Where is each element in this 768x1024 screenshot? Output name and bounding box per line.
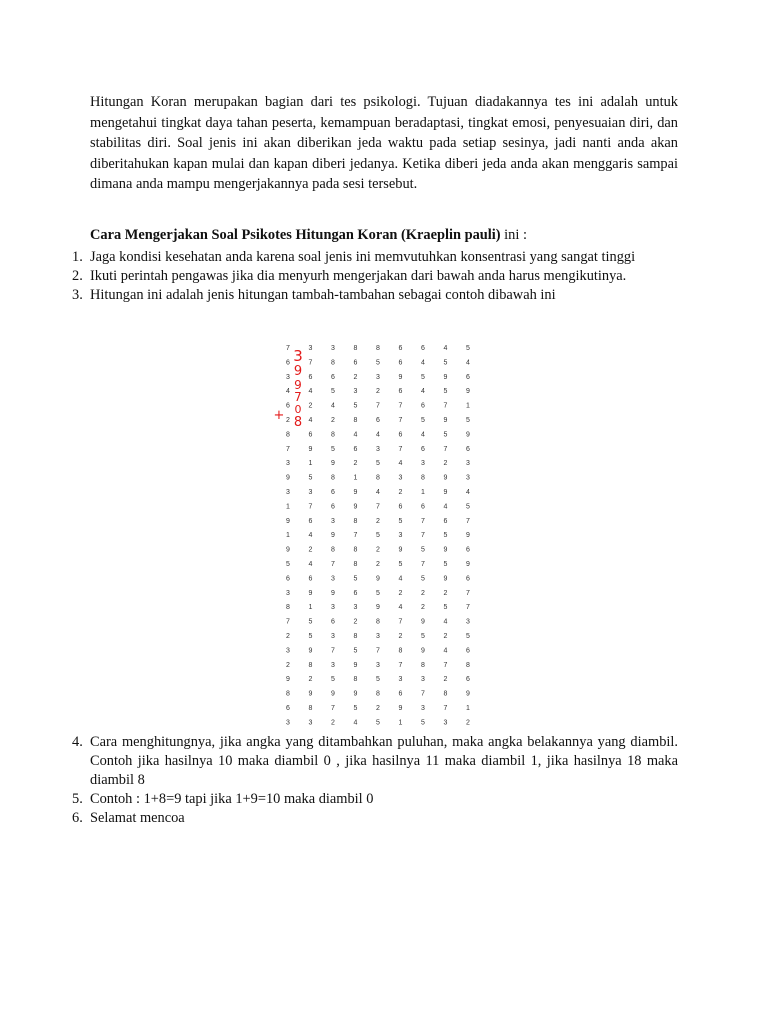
sheet-digit: 2 — [353, 618, 358, 626]
sheet-digit: 2 — [443, 589, 448, 597]
sheet-digit: 6 — [398, 388, 403, 396]
sheet-digit: 8 — [466, 661, 470, 669]
handwritten-sum: 9 — [294, 378, 302, 392]
sheet-digit: 2 — [376, 705, 380, 712]
section-heading-suffix: ini : — [500, 227, 527, 243]
sheet-digit: 3 — [376, 633, 380, 640]
sheet-digit: 5 — [331, 676, 335, 684]
list-item — [72, 248, 678, 266]
sheet-digit: 8 — [331, 474, 335, 482]
sheet-digit: 5 — [421, 373, 425, 381]
section-heading-bold: Cara Mengerjakan Soal Psikotes Hitungan Koran (Kraeplin pauli) — [90, 227, 501, 243]
sheet-digit: 3 — [331, 661, 335, 669]
sheet-digit: 7 — [421, 532, 425, 540]
sheet-digit: 1 — [466, 705, 470, 712]
list-item-text: Contoh : 1+8=9 tapi jika 1+9=10 maka diambil 0 — [90, 791, 374, 807]
sheet-digit: 2 — [398, 633, 403, 640]
sheet-digit: 3 — [286, 719, 290, 727]
sheet-digit: 6 — [398, 345, 403, 352]
sheet-digit: 6 — [286, 402, 290, 410]
sheet-digit: 8 — [376, 690, 380, 698]
sheet-digit: 2 — [286, 633, 290, 640]
list-item — [72, 809, 678, 828]
sheet-digit: 3 — [466, 474, 470, 482]
sheet-digit: 6 — [421, 345, 425, 352]
sheet-digit: 7 — [398, 417, 403, 424]
sheet-digit: 6 — [308, 517, 313, 525]
sheet-digit: 8 — [376, 345, 380, 352]
sheet-digit: 5 — [308, 474, 313, 482]
sheet-digit: 6 — [421, 503, 425, 511]
sheet-digit: 4 — [308, 417, 313, 424]
sheet-digit: 4 — [398, 604, 403, 612]
sheet-digit: 2 — [376, 388, 380, 396]
sheet-digit: 9 — [331, 690, 335, 698]
kraepelin-sheet-figure — [273, 341, 480, 733]
sheet-digit: 3 — [421, 705, 425, 712]
sheet-digit: 5 — [421, 719, 425, 727]
sheet-digit: 8 — [421, 474, 425, 482]
sheet-digit: 3 — [308, 719, 313, 727]
sheet-digit: 8 — [421, 661, 425, 669]
sheet-digit: 3 — [308, 489, 313, 496]
sheet-digit: 5 — [443, 388, 448, 396]
sheet-digit: 8 — [398, 647, 403, 655]
sheet-digit: 7 — [421, 561, 425, 568]
sheet-digit: 5 — [443, 431, 448, 439]
sheet-digit: 9 — [331, 589, 335, 597]
sheet-digit: 7 — [398, 402, 403, 410]
sheet-digit: 7 — [398, 445, 403, 453]
sheet-digit: 9 — [466, 388, 470, 396]
sheet-digit: 8 — [443, 690, 448, 698]
sheet-digit: 6 — [353, 445, 358, 453]
sheet-digit: 7 — [421, 517, 425, 525]
sheet-digit: 6 — [308, 575, 313, 583]
sheet-digit: 6 — [331, 489, 335, 496]
sheet-digit: 2 — [308, 676, 313, 684]
sheet-digit: 2 — [286, 417, 290, 424]
sheet-digit: 9 — [353, 503, 358, 511]
sheet-digit: 1 — [353, 474, 358, 482]
sheet-digit: 8 — [286, 690, 290, 698]
sheet-digit: 3 — [466, 618, 470, 626]
sheet-digit: 8 — [353, 633, 358, 640]
sheet-digit: 5 — [376, 589, 380, 597]
sheet-digit: 8 — [331, 431, 335, 439]
sheet-digit: 5 — [443, 359, 448, 367]
sheet-digit: 7 — [286, 445, 290, 453]
sheet-digit: 8 — [331, 546, 335, 554]
sheet-digit: 3 — [331, 633, 335, 640]
sheet-digit: 5 — [376, 719, 380, 727]
sheet-digit: 7 — [376, 503, 380, 511]
sheet-digit: 3 — [331, 575, 335, 583]
sheet-digit: 5 — [466, 417, 470, 424]
sheet-digit: 6 — [443, 517, 448, 525]
sheet-digit: 5 — [353, 647, 358, 655]
sheet-digit: 3 — [466, 460, 470, 468]
handwritten-plus-sign: + — [273, 408, 285, 423]
sheet-digit: 8 — [353, 345, 358, 352]
sheet-digit: 2 — [398, 489, 403, 496]
sheet-digit: 2 — [443, 676, 448, 684]
sheet-digit: 9 — [466, 561, 470, 568]
sheet-digit: 9 — [286, 676, 290, 684]
list-item-text: Jaga kondisi kesehatan anda karena soal jenis ini memvutuhkan konsentrasi yang sangat tinggi — [90, 249, 636, 265]
sheet-digit: 9 — [331, 532, 335, 540]
list-item-text: Ikuti perintah pengawas jika dia menyurh mengerjakan dari bawah anda harus mengikutinya. — [90, 268, 627, 284]
sheet-digit: 6 — [331, 373, 335, 381]
sheet-digit: 8 — [308, 661, 313, 669]
sheet-digit: 5 — [398, 561, 403, 568]
sheet-digit: 5 — [331, 388, 335, 396]
list-item-number: 4. — [72, 734, 83, 750]
list-item-number: 1. — [72, 249, 83, 265]
sheet-digit: 6 — [466, 546, 470, 554]
sheet-digit: 4 — [466, 489, 470, 496]
kraepelin-sheet — [273, 341, 480, 733]
sheet-digit: 4 — [466, 359, 470, 367]
sheet-digit: 2 — [308, 402, 313, 410]
sheet-digit: 9 — [443, 474, 448, 482]
sheet-digit: 5 — [421, 546, 425, 554]
sheet-digit: 5 — [376, 676, 380, 684]
sheet-digit: 3 — [376, 661, 380, 669]
sheet-digit: 7 — [331, 705, 335, 712]
sheet-digit: 2 — [421, 589, 425, 597]
sheet-digit: 2 — [466, 719, 470, 727]
sheet-digit: 9 — [466, 532, 470, 540]
sheet-digit: 4 — [353, 719, 358, 727]
sheet-digit: 6 — [398, 359, 403, 367]
sheet-digit: 7 — [443, 705, 448, 712]
sheet-digit: 7 — [443, 661, 448, 669]
sheet-digit: 3 — [308, 345, 313, 352]
sheet-digit: 4 — [421, 431, 425, 439]
sheet-digit: 4 — [443, 618, 448, 626]
sheet-digit: 5 — [376, 460, 380, 468]
sheet-digit: 8 — [376, 474, 380, 482]
sheet-digit: 6 — [466, 373, 470, 381]
sheet-digit: 6 — [353, 359, 358, 367]
sheet-digit: 3 — [443, 719, 448, 727]
handwritten-sum: 0 — [294, 403, 302, 416]
sheet-digit: 9 — [308, 445, 313, 453]
sheet-digit: 7 — [376, 647, 380, 655]
sheet-digit: 3 — [286, 460, 290, 468]
sheet-digit: 6 — [353, 589, 358, 597]
sheet-digit: 9 — [421, 618, 425, 626]
sheet-digit: 8 — [353, 676, 358, 684]
sheet-digit: 7 — [331, 561, 335, 568]
handwritten-sum: 3 — [293, 347, 303, 365]
sheet-digit: 7 — [376, 402, 380, 410]
sheet-digit: 5 — [353, 402, 358, 410]
sheet-digit: 1 — [308, 460, 313, 468]
sheet-digit: 5 — [421, 633, 425, 640]
sheet-digit: 4 — [421, 388, 425, 396]
list-item — [72, 790, 678, 809]
sheet-digit: 3 — [376, 445, 380, 453]
sheet-digit: 4 — [331, 402, 335, 410]
sheet-digit: 8 — [353, 561, 358, 568]
sheet-digit: 9 — [376, 604, 380, 612]
sheet-digit: 9 — [398, 373, 403, 381]
sheet-digit: 2 — [353, 460, 358, 468]
sheet-digit: 6 — [286, 705, 290, 712]
sheet-digit: 9 — [398, 546, 403, 554]
sheet-digit: 6 — [398, 431, 403, 439]
list-item-number: 6. — [72, 810, 83, 826]
sheet-digit: 6 — [421, 445, 425, 453]
sheet-digit: 2 — [286, 661, 290, 669]
sheet-digit: 7 — [308, 359, 313, 367]
sheet-digit: 6 — [331, 618, 335, 626]
sheet-digit: 6 — [331, 503, 335, 511]
sheet-digit: 3 — [286, 589, 290, 597]
sheet-digit: 5 — [466, 633, 470, 640]
sheet-digit: 5 — [421, 575, 425, 583]
sheet-digit: 6 — [398, 503, 403, 511]
sheet-digit: 9 — [376, 575, 380, 583]
list-item — [72, 286, 678, 304]
sheet-digit: 6 — [376, 417, 380, 424]
sheet-digit: 6 — [421, 402, 425, 410]
steps-list-bottom — [72, 733, 678, 828]
sheet-digit: 4 — [308, 561, 313, 568]
sheet-digit: 1 — [398, 719, 403, 727]
sheet-digit: 7 — [286, 618, 290, 626]
sheet-digit: 5 — [443, 532, 448, 540]
sheet-digit: 9 — [443, 373, 448, 381]
list-item — [72, 267, 678, 285]
sheet-digit: 3 — [398, 532, 403, 540]
sheet-digit: 6 — [466, 575, 470, 583]
sheet-digit: 6 — [398, 690, 403, 698]
sheet-digit: 3 — [353, 388, 358, 396]
sheet-digit: 5 — [353, 575, 358, 583]
sheet-digit: 4 — [376, 431, 380, 439]
sheet-digit: 8 — [353, 517, 358, 525]
sheet-digit: 4 — [308, 388, 313, 396]
sheet-digit: 9 — [353, 489, 358, 496]
sheet-digit: 5 — [376, 532, 380, 540]
sheet-digit: 4 — [443, 503, 448, 511]
sheet-digit: 5 — [466, 503, 470, 511]
sheet-digit: 6 — [466, 445, 470, 453]
sheet-digit: 8 — [353, 417, 358, 424]
sheet-digit: 3 — [331, 604, 335, 612]
sheet-digit: 7 — [421, 690, 425, 698]
sheet-digit: 7 — [286, 345, 290, 352]
sheet-digit: 9 — [443, 546, 448, 554]
sheet-digit: 8 — [286, 431, 290, 439]
sheet-digit: 3 — [421, 676, 425, 684]
sheet-digit: 5 — [308, 633, 313, 640]
sheet-digit: 4 — [443, 345, 448, 352]
section-heading — [90, 227, 527, 244]
list-item-text: Selamat mencoa — [90, 810, 185, 826]
sheet-digit: 7 — [466, 589, 470, 597]
handwritten-sum: 8 — [293, 415, 303, 430]
sheet-digit: 9 — [443, 489, 448, 496]
sheet-digit: 6 — [286, 575, 290, 583]
sheet-digit: 3 — [398, 474, 403, 482]
sheet-digit: 9 — [308, 589, 313, 597]
sheet-digit: 8 — [308, 705, 313, 712]
sheet-digit: 7 — [466, 604, 470, 612]
sheet-digit: 4 — [421, 359, 425, 367]
sheet-digit: 4 — [398, 460, 403, 468]
sheet-digit: 9 — [466, 431, 470, 439]
sheet-digit: 7 — [398, 618, 403, 626]
sheet-digit: 1 — [421, 489, 425, 496]
sheet-digit: 4 — [286, 388, 290, 396]
sheet-digit: 3 — [286, 373, 290, 381]
sheet-digit: 5 — [376, 359, 380, 367]
sheet-digit: 6 — [466, 676, 470, 684]
list-item-number: 5. — [72, 791, 83, 807]
sheet-digit: 2 — [376, 517, 380, 525]
sheet-digit: 1 — [308, 604, 313, 612]
sheet-digit: 7 — [443, 445, 448, 453]
sheet-digit: 5 — [443, 604, 448, 612]
sheet-digit: 9 — [286, 517, 290, 525]
sheet-digit: 7 — [466, 517, 470, 525]
sheet-digit: 9 — [308, 647, 313, 655]
sheet-digit: 5 — [286, 561, 290, 568]
list-item-number: 2. — [72, 268, 83, 284]
steps-list-top — [72, 248, 678, 305]
sheet-digit: 9 — [443, 575, 448, 583]
sheet-digit: 5 — [308, 618, 313, 626]
sheet-digit: 9 — [353, 690, 358, 698]
sheet-digit: 3 — [398, 676, 403, 684]
sheet-digit: 1 — [286, 503, 290, 511]
sheet-digit: 2 — [376, 561, 380, 568]
sheet-digit: 6 — [286, 359, 290, 367]
sheet-digit: 7 — [353, 532, 358, 540]
handwritten-sum: 7 — [294, 390, 302, 404]
sheet-digit: 5 — [398, 517, 403, 525]
sheet-digit: 8 — [286, 604, 290, 612]
list-item-number: 3. — [72, 287, 83, 303]
sheet-digit: 2 — [331, 719, 335, 727]
sheet-digit: 3 — [286, 647, 290, 655]
sheet-digit: 9 — [308, 690, 313, 698]
sheet-digit: 2 — [421, 604, 425, 612]
sheet-digit: 9 — [286, 546, 290, 554]
sheet-digit: 2 — [308, 546, 313, 554]
sheet-digit: 7 — [398, 661, 403, 669]
sheet-digit: 1 — [466, 402, 470, 410]
sheet-digit: 9 — [286, 474, 290, 482]
sheet-digit: 2 — [376, 546, 380, 554]
sheet-digit: 1 — [286, 532, 290, 540]
sheet-digit: 6 — [308, 431, 313, 439]
sheet-digit: 3 — [331, 345, 335, 352]
sheet-digit: 3 — [286, 489, 290, 496]
sheet-digit: 7 — [308, 503, 313, 511]
list-item-text: Hitungan ini adalah jenis hitungan tambah-tambahan sebagai contoh dibawah ini — [90, 287, 556, 303]
sheet-digit: 8 — [331, 359, 335, 367]
sheet-digit: 8 — [353, 546, 358, 554]
sheet-digit: 2 — [443, 460, 448, 468]
sheet-digit: 2 — [398, 589, 403, 597]
sheet-digit: 9 — [398, 705, 403, 712]
sheet-digit: 3 — [353, 604, 358, 612]
sheet-digit: 4 — [398, 575, 403, 583]
sheet-digit: 5 — [331, 445, 335, 453]
sheet-digit: 7 — [443, 402, 448, 410]
list-item-text: Cara menghitungnya, jika angka yang ditambahkan puluhan, maka angka belakannya yang diambil. Contoh jika hasilnya 10 maka diambil 0 , jika hasilnya 11 maka diambil 1, jika hasilnya 18 maka diambil 8 — [90, 734, 678, 788]
sheet-digit: 4 — [308, 532, 313, 540]
sheet-digit: 5 — [443, 561, 448, 568]
sheet-digit: 3 — [376, 373, 380, 381]
handwritten-sum: 9 — [293, 364, 303, 379]
sheet-digit: 6 — [466, 647, 470, 655]
intro-paragraph: Hitungan Koran merupakan bagian dari tes psikologi. Tujuan diadakannya tes ini adalah untuk mengetahui tingkat daya tahan peserta, kemampuan beradaptasi, tingkat emosi, penyesuaian diri, dan stabilitas diri. Soal jenis ini akan diberikan jeda waktu pada setiap sesinya, jadi nanti anda akan diberitahukan kapan mulai dan kapan diberi jedanya. Ketika diberi jeda anda akan menggaris sampai dimana anda mampu mengerjakannya pada sesi tersebut. — [90, 94, 678, 193]
sheet-digit: 9 — [331, 460, 335, 468]
sheet-digit: 3 — [331, 517, 335, 525]
sheet-digit: 4 — [443, 647, 448, 655]
sheet-digit: 6 — [308, 373, 313, 381]
sheet-digit: 2 — [331, 417, 335, 424]
sheet-digit: 5 — [353, 705, 358, 712]
sheet-digit: 7 — [331, 647, 335, 655]
sheet-digit: 2 — [353, 373, 358, 381]
sheet-digit: 2 — [443, 633, 448, 640]
list-item — [72, 733, 678, 790]
sheet-digit: 8 — [376, 618, 380, 626]
sheet-digit: 4 — [376, 489, 380, 496]
sheet-digit: 9 — [443, 417, 448, 424]
sheet-digit: 9 — [466, 690, 470, 698]
sheet-digit: 9 — [421, 647, 425, 655]
sheet-digit: 5 — [466, 345, 470, 352]
sheet-digit: 3 — [421, 460, 425, 468]
sheet-digit: 4 — [353, 431, 358, 439]
sheet-digit: 5 — [421, 417, 425, 424]
sheet-digit: 9 — [353, 661, 358, 669]
